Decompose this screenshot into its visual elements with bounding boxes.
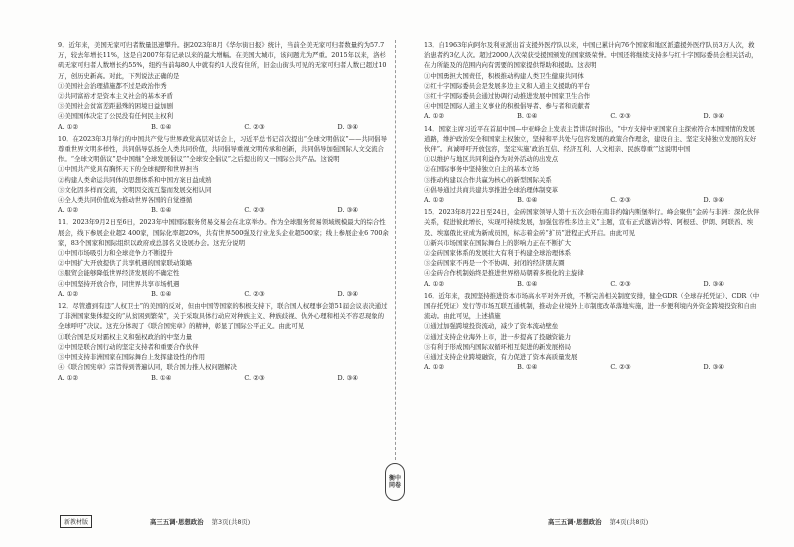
option-3: ③有利于形成国内国际双循环相互促进的新发展格局	[424, 342, 571, 351]
question-stem: 16．近年来，我国坚持推进资本市场高水平对外开放，不断完善相关制度安排，健全GDR（全球存托凭证）、CDR（中国存托凭证）发行等市场互联互通机制，推动企业境外上市制度改革落地实施，进一步便利境内外资金跨境投资和自由流动。由此可见，上述措施	[424, 291, 760, 321]
answer-choices	[424, 195, 724, 205]
question-stem: 12．尽管遭到有违“人权卫士”的美国的反对，但由中国等国家的积极支持下，联合国人权理事会第51届会议表决通过了非洲国家集体提交的“从贫困到繁荣”，关于采取具体行动应对种族主义、种族歧视、仇外心理和相关不容忍现象的全球呼吁”决议。这充分体现了《联合国宪章》的精神，彰显了国际公平正义。由此可见	[58, 302, 388, 331]
question-stem: 9．近年来，美国无家可归者数量迅速攀升。据2023年8月《华尔街日报》统计，当前全美无家可归者数量约为57.7万，较去年增长11%，这是自2007年有记录以来的最大增幅。在美国大城市，该问题尤为严重。2015年以来，洛杉矶无家可归者人数增长约55%，纽约当前每80人中就有约1人没有住所，旧金山街头可见的无家可归者人数已超过10万，创历史新高。对此，下列说法正确的是	[58, 41, 387, 80]
answer-choices	[424, 362, 724, 372]
footer-course: 高三五调·思想政治	[548, 518, 602, 526]
option-4: ④金砖合作机制始终是推进世界格局朝着多极化的主旋律	[424, 269, 584, 278]
choice-d: D. ③④	[703, 279, 724, 288]
answer-choices	[58, 205, 358, 215]
answer-choices	[58, 289, 358, 299]
footer-right	[548, 517, 648, 526]
option-2: ②共同富裕才是资本主义社会的基本矛盾	[58, 92, 174, 101]
footer-page: 第4页(共8页)	[609, 518, 649, 526]
choice-d: D. ③④	[337, 289, 358, 298]
choice-b: B. ①④	[151, 122, 172, 131]
choice-b: B. ①④	[517, 196, 538, 205]
option-1: ①通过加强跨境投资流动，减少了资本流动壁垒	[424, 322, 559, 331]
option-2: ②金砖国家体系的发展壮大有利于构建全球治理体系	[424, 249, 571, 258]
choice-d: D. ③④	[337, 373, 358, 382]
option-4: ④中国坚持开放合作，同世界共享市场机遇	[58, 279, 180, 288]
choice-a: A. ①②	[58, 373, 79, 382]
option-2: ②中国是联合国行动的坚定支持者和重要合作伙伴	[58, 342, 199, 351]
choice-a: A. ①②	[58, 122, 79, 131]
answer-choices	[58, 122, 358, 132]
choice-b: B. ①④	[151, 289, 172, 298]
choice-c: C. ②③	[610, 112, 631, 121]
footer-page: 第3页(共8页)	[211, 518, 251, 526]
choice-c: C. ②③	[610, 279, 631, 288]
option-1: ①中国共产党具有胸怀天下的全球视野和世界担当	[58, 165, 199, 174]
watermark-stamp	[384, 462, 406, 502]
right-column	[424, 40, 760, 375]
choice-a: A. ①②	[58, 206, 79, 215]
choice-d: D. ③④	[703, 196, 724, 205]
stamp-oval	[385, 463, 405, 501]
option-3: ③文化因多样而交流，文明因交流互鉴而发展交相认同	[58, 185, 212, 194]
option-2: ②中国扩大开放提供了共享机遇的国家联动策略	[58, 259, 193, 268]
choice-c: C. ②③	[610, 363, 631, 372]
option-2: ②构建人类命运共同体的思想体系和中国方案日益成熟	[58, 175, 212, 184]
option-1: ①以维护与地区共同利益作为对外活动的出发点	[424, 155, 559, 164]
choice-d: D. ③④	[703, 112, 724, 121]
question-stem: 15．2023年8月22日至24日，金砖国家领导人第十五次会晤在南非约翰内斯堡举行。峰会聚焦“金砖与非洲：深化伙伴关系，促进彼此增长，实现可持续发展，加强包容性多边主义”主题，宣布正式邀请沙特、阿根廷、伊朗、阿联酋、埃及、埃塞俄比亚成为新成员国，标志着金砖“扩员”进程正式开启。由此可见	[424, 208, 760, 237]
answer-choices	[424, 111, 724, 121]
question-11	[58, 217, 390, 299]
question-15	[424, 207, 760, 289]
option-1: ①中国勇担大国责任，积极推动构建人类卫生健康共同体	[424, 71, 584, 80]
answer-choices	[58, 373, 358, 383]
option-1: ①中国市场吸引力和全球竞争力不断提升	[58, 249, 174, 258]
option-2: ②红十字国际委员会是发展多边主义和人道主义援助的平台	[424, 81, 591, 90]
option-2: ②在国际事务中坚持独立自主的基本立场	[424, 165, 540, 174]
choice-d: D. ③④	[337, 122, 358, 131]
option-4: ④《联合国宪章》宗旨得到普遍认同，联合国力推人权问题解决	[58, 363, 237, 372]
choice-a: A. ①②	[424, 363, 445, 372]
option-4: ④通过支持企业跨境融资，有力促进了资本高质量发展	[424, 353, 578, 362]
option-3: ③中国支持非洲国家在国际舞台上发挥建设性的作用	[58, 353, 205, 362]
option-3: ③服贸会能够降低世界经济发展的不确定性	[58, 269, 180, 278]
choice-a: A. ①②	[424, 279, 445, 288]
question-14	[424, 124, 760, 206]
choice-b: B. ①④	[517, 112, 538, 121]
question-12	[58, 301, 390, 383]
question-stem: 14．国家主席习近平在首届中国—中亚峰会上发表主旨讲话时指出，“中方支持中亚国家自主探索符合本国国情的发展道路，维护政治安全和国家主权独立，坚持和平共处与包容发展的政策合作理念，建设自主、坚定支持独立发展的友好伙伴”。真诚呼吁开放包容，坚定实施‘政治互信、经济互利、人文相亲、民族尊重’”这说明中国	[424, 124, 757, 154]
question-9	[58, 40, 390, 132]
option-3: ③推动构建以合作共赢为核心的新型国际关系	[424, 175, 552, 184]
choice-a: A. ①②	[424, 196, 445, 205]
option-3: ③金砖国家不再是一个不协调、封闭的经济朋友圈	[424, 259, 565, 268]
option-1: ①新兴市场国家在国际舞台上的影响力正在不断扩大	[424, 238, 571, 247]
option-4: ④美国国体决定了公民没有任何民主权利	[58, 112, 174, 121]
choice-c: C. ②③	[244, 289, 265, 298]
option-3: ③红十字国际委员会通过协调行动推进发展中国家卫生合作	[424, 92, 591, 101]
question-16	[424, 291, 760, 373]
choice-c: C. ②③	[244, 373, 265, 382]
question-13	[424, 40, 760, 122]
option-1: ①联合国是反对霸权主义和强权政治的中坚力量	[58, 332, 193, 341]
choice-d: D. ③④	[703, 363, 724, 372]
choice-b: B. ①④	[517, 363, 538, 372]
option-1: ①美国社会治理措施都不过是政治作秀	[58, 81, 167, 90]
stamp-line-2: 同卷	[388, 482, 401, 489]
question-stem: 13．自1963年向阿尔及利亚派出首支援外医疗队以来，中国已累计向76个国家和地区派遣援外医疗队员3万人次，救治患者约3亿人次。超过2000人次荣获受援国颁发的国家级荣誉。中国还将继续支持多与红十字国际委员会相关活动，在力所能及的范围内向有需要的国家提供帮助和援助。这表明	[424, 41, 758, 70]
choice-c: C. ②③	[244, 206, 265, 215]
question-stem: 10．在2023年3月举行的中国共产党与世界政党高层对话会上，习近平总书记首次提出“全球文明倡议”——共同倡导尊重世界文明多样性，共同倡导弘扬全人类共同价值，共同倡导重视文明传承和创新，共同倡导加强国际人文交流合作。“全球文明倡议”是中国继“全球发展倡议”“全球安全倡议”之后提出的又一国际公共产品。这说明	[58, 134, 387, 164]
footer-course: 高三五调·思想政治	[150, 518, 204, 526]
footer-left	[150, 517, 250, 526]
choice-c: C. ②③	[610, 196, 631, 205]
option-3: ③美国社会贫富差距悬殊的困境日益加剧	[58, 102, 174, 111]
option-4: ④倡导通过共商共建共享推进全球治理体制变革	[424, 185, 559, 194]
question-10	[58, 134, 390, 216]
choice-a: A. ①②	[424, 112, 445, 121]
choice-a: A. ①②	[58, 289, 79, 298]
left-column	[58, 40, 390, 385]
choice-b: B. ①④	[517, 279, 538, 288]
stamp-line-1: 衡中	[388, 475, 401, 482]
column-divider	[395, 40, 396, 460]
choice-b: B. ①④	[151, 206, 172, 215]
choice-d: D. ③④	[337, 206, 358, 215]
answer-choices	[424, 279, 724, 289]
choice-b: B. ①④	[151, 373, 172, 382]
question-stem: 11．2023年9月2日至6日，2023年中国国际服务贸易交易会在北京举办。作为全球服务贸易领域规模最大的综合性展会，线下参展企业超2 400家，国际化率超20%，共有世界500强及行业龙头企业超500家；线上参展企业6 700余家，83个国家和国际组织以政府或总部名义设展办会。这充分说明	[58, 218, 389, 247]
edition-tag: 新教材版	[60, 515, 92, 528]
option-4: ④全人类共同价值成为推动世界各国的自觉遵循	[58, 196, 193, 205]
choice-c: C. ②③	[244, 122, 265, 131]
option-2: ②通过支持企业海外上市，进一步提高了投融资能力	[424, 332, 571, 341]
option-4: ④中国是国际人道主义事业的积极倡导者、参与者和贡献者	[424, 102, 591, 111]
